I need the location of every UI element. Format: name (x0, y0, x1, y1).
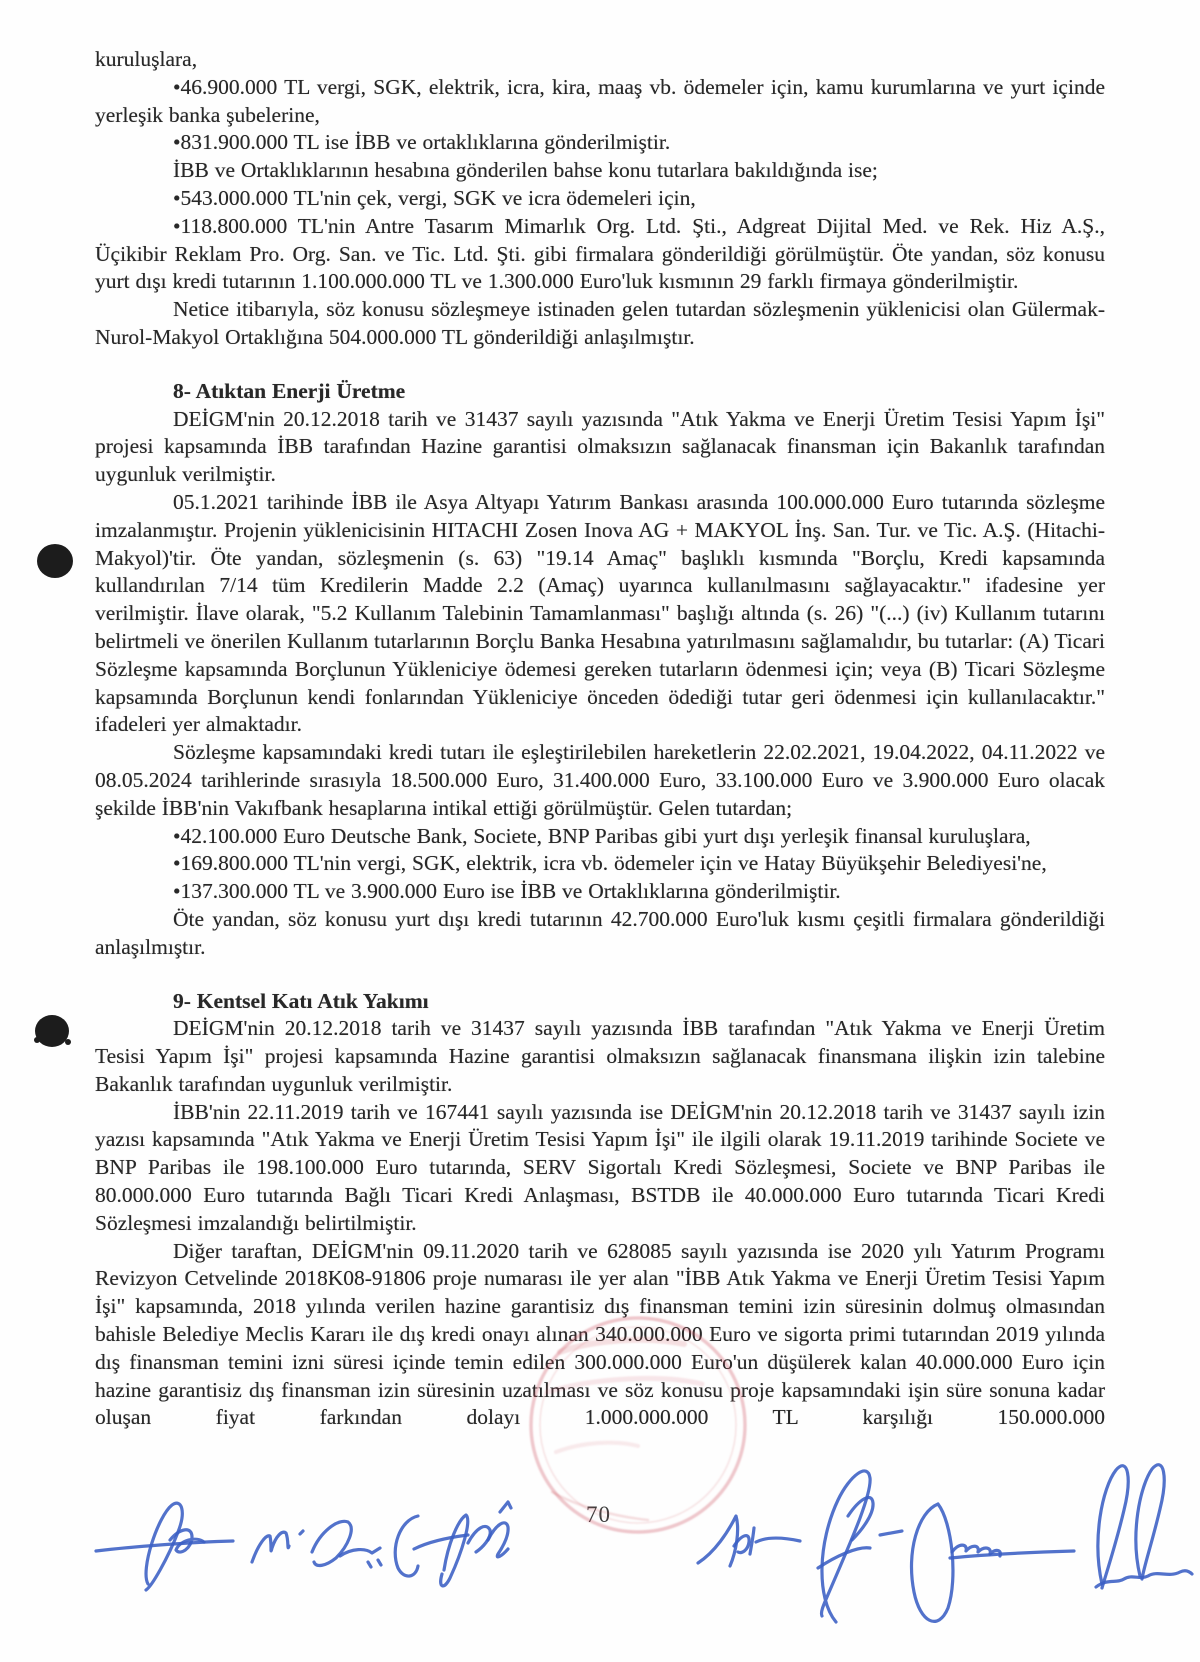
section-heading: 8- Atıktan Enerji Üretme (173, 378, 406, 403)
paragraph: İBB'nin 22.11.2019 tarih ve 167441 sayılı yazısında ise DEİGM'nin 20.12.2018 tarih ve 31437 sayılı izin yazısı kapsamında "Atık Yakma ve Enerji Üretim Tesisi Yapım İşi" ile ilgili olarak 19.11.2019 tarihinde Societe ve BNP Paribas ile 198.100.000 Euro tutarında, SERV Sigortalı Kredi Sözleşmesi, Societe ve BNP Paribas ile 80.000.000 Euro tutarında Bağlı Ticari Kredi Anlaşması, BSTDB ile 40.000.000 Euro tutarında Ticari Kredi Sözleşmesi imzalandığı belirtilmiştir. (95, 1099, 1105, 1235)
punch-hole-marks (34, 544, 73, 1047)
signature-6 (911, 1504, 1074, 1621)
paragraph: 05.1.2021 tarihinde İBB ile Asya Altyapı Yatırım Bankası arasında 100.000.000 Euro tutarında sözleşme imzalanmıştır. Projenin yüklenicisinin HITACHI Zosen Inova AG + MAKYOL İnş. San. Tur. ve Tic. A.Ş. (Hitachi-Makyol)'tir. Öte yandan, sözleşmenin (s. 63) "19.14 Amaç" başlıklı kısmında "Borçlu, Kredi kapsamında kullandırılan 7/14 tüm Kredilerin Madde 2.2 (Amaç) uyarınca kullanılmasını sağlayacaktır." ifadesine yer verilmiştir. İlave olarak, "5.2 Kullanım Talebinin Tamamlanması" başlığı altında (s. 26) "(...) (iv) Kullanım tutarını belirtmeli ve önerilen Kullanım tutarlarının Borçlu Banka Hesabına yatırılmasını sağlamalıdır, bu tutarlar: (A) Ticari Sözleşme kapsamında Borçlunun Yükleniciye ödemesi gereken tutarların ödenmesi için; veya (B) Ticari Sözleşme kapsamında Borçlunun kendi fonlarından Yükleniciye önceden ödediği tutar geri ödenmesi için kullanılacaktır." ifadeleri yer almaktadır. (95, 489, 1105, 737)
paragraph: DEİGM'nin 20.12.2018 tarih ve 31437 sayılı yazısında "Atık Yakma ve Enerji Üretim Tesisi Yapım İşi" projesi kapsamında İBB tarafından Hazine garantisi olmaksızın sağlanacak finansman için Bakanlık tarafından uygunluk verilmiştir. (95, 406, 1105, 487)
paragraph: Öte yandan, söz konusu yurt dışı kredi tutarının 42.700.000 Euro'luk kısmı çeşitli firmalara gönderildiği anlaşılmıştır. (95, 906, 1105, 959)
signature-5 (818, 1471, 902, 1622)
paragraph: DEİGM'nin 20.12.2018 tarih ve 31437 sayılı yazısında İBB tarafından "Atık Yakma ve Enerji Üretim Tesisi Yapım İşi" projesi kapsamında Hazine garantisi olmaksızın sağlanacak finansmana ilişkin izin talebine Bakanlık tarafından uygunluk verilmiştir. (95, 1016, 1105, 1096)
signatures-left (96, 1502, 511, 1590)
paragraph: •169.800.000 TL'nin vergi, SGK, elektrik, icra vb. ödemeler için ve Hatay Büyükşehir Belediyesi'ne, (173, 851, 1047, 876)
paragraph: kuruluşlara, (95, 47, 198, 71)
signature-1 (96, 1503, 233, 1590)
punch-hole-top (37, 544, 73, 578)
paragraph: Diğer taraftan, DEİGM'nin 09.11.2020 tarih ve 628085 sayılı yazısında ise 2020 yılı Yatırım Programı Revizyon Cetvelinde 2018K08-91806 proje numarası ile yer alan "İBB Atık Yakma ve Enerji Üretim Tesisi Yapım İşi" kapsamında, 2018 yılında verilen hazine garantisiz dış finansman temini izin süresinin dolmuş olmasından bahisle Belediye Meclis Kararı ile dış kredi onayı alınan 340.000.000 Euro ve sigorta primi tutarından 2019 yılında dış finansman temini izni süresi içinde temin edilen 300.000.000 Euro'un düşülerek kalan 40.000.000 Euro için hazine garantisiz dış finansman izin süresinin uzatılması ve söz konusu proje kapsamındaki işin süre sonuna kadar oluşan fiyat farkından dolayı 1.000.000.000 TL karşılığı 150.000.000 (95, 1238, 1105, 1430)
signature-7 (1096, 1465, 1192, 1588)
paragraph: •137.300.000 TL ve 3.900.000 Euro ise İBB ve Ortaklıklarına gönderilmiştir. (173, 879, 841, 904)
punch-hole-bottom (35, 1015, 69, 1047)
document-body (95, 46, 1105, 1432)
signature-4 (698, 1516, 800, 1566)
paragraph: •42.100.000 Euro Deutsche Bank, Societe, BNP Paribas gibi yurt dışı yerleşik finansal kuruluşlara, (173, 823, 1031, 848)
paragraph: İBB ve Ortaklıklarının hesabına gönderilen bahse konu tutarlara bakıldığında ise; (173, 158, 878, 183)
paragraph: •118.800.000 TL'nin Antre Tasarım Mimarlık Org. Ltd. Şti., Adgreat Dijital Med. ve Rek. Hiz A.Ş., Üçikibir Reklam Pro. Org. San. ve Tic. Ltd. Şti. gibi firmalara gönderildiği görülmüştür. Öte yandan, söz konusu yurt dışı kredi tutarının 1.100.000.000 TL ve 1.300.000 Euro'luk kısmının 29 farklı firmaya gönderilmiştir. (95, 213, 1105, 294)
section-heading: 9- Kentsel Katı Atık Yakımı (173, 988, 429, 1013)
paragraph: Sözleşme kapsamındaki kredi tutarı ile eşleştirilebilen hareketlerin 22.02.2021, 19.04.2022, 04.11.2022 ve 08.05.2024 tarihlerinde sırasıyla 18.500.000 Euro, 31.400.000 Euro, 33.100.000 Euro ve 3.900.000 Euro olacak şekilde İBB'nin Vakıfbank hesaplarına intikal ettiği görülmüştür. Gelen tutardan; (95, 740, 1105, 820)
paragraph: •831.900.000 TL ise İBB ve ortaklıklarına gönderilmiştir. (173, 130, 671, 155)
signature-2 (252, 1521, 381, 1567)
signature-3 (395, 1502, 511, 1586)
page-number: 70 (586, 1502, 611, 1527)
paragraph: •543.000.000 TL'nin çek, vergi, SGK ve icra ödemeleri için, (173, 185, 696, 210)
signatures-right (698, 1465, 1192, 1622)
paragraph: •46.900.000 TL vergi, SGK, elektrik, icra, kira, maaş vb. ödemeler için, kamu kurumlarına ve yurt içinde yerleşik banka şubelerine, (95, 74, 1105, 127)
paragraph: Netice itibarıyla, söz konusu sözleşmeye istinaden gelen tutardan sözleşmenin yüklenicisi olan Gülermak-Nurol-Makyol Ortaklığına 504.000.000 TL gönderildiği anlaşılmıştır. (95, 297, 1105, 349)
